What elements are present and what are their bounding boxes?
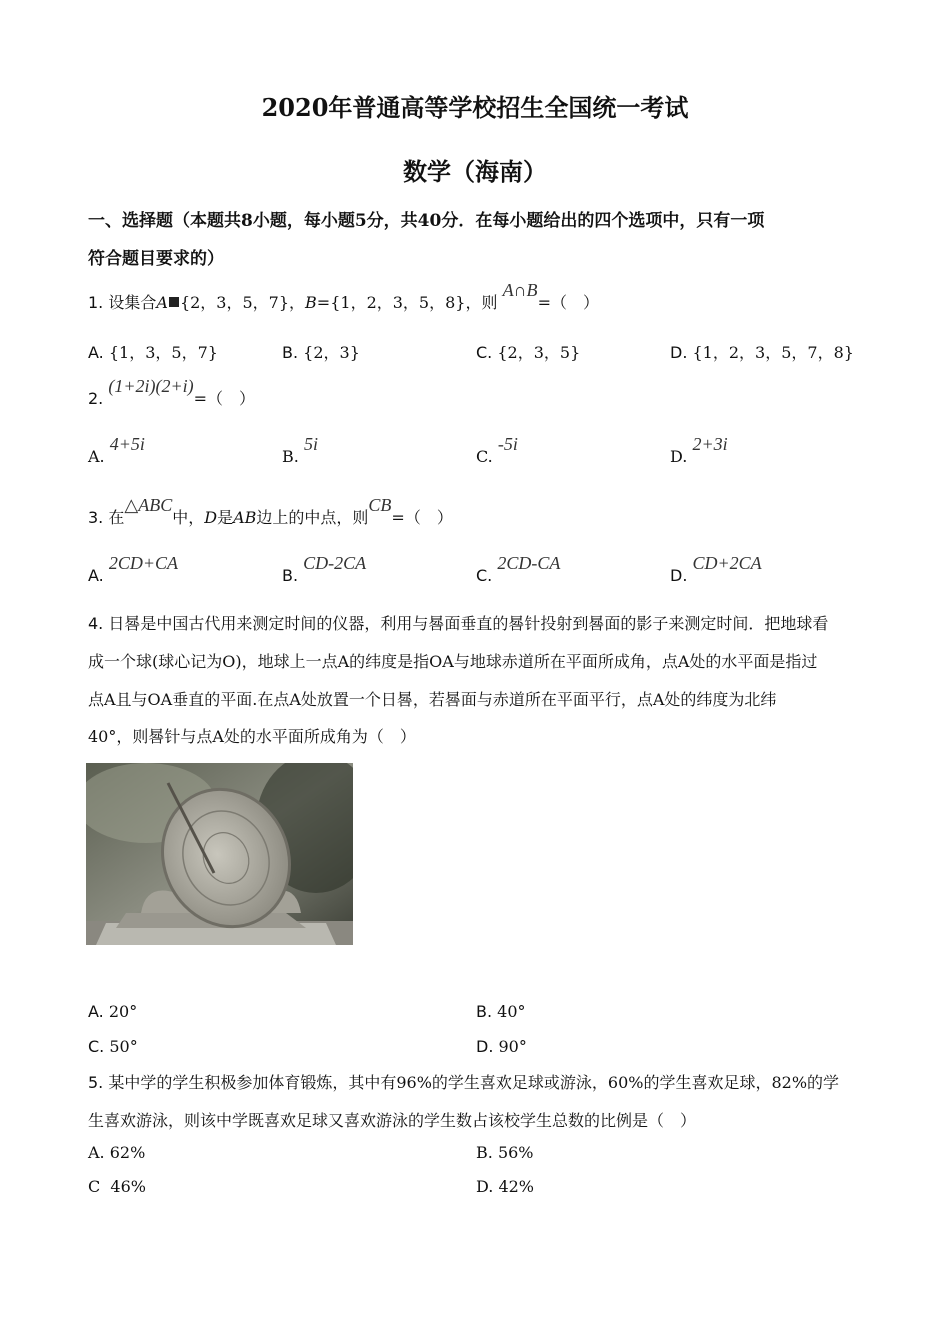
q3-option-b[interactable]: B. CD-2CA <box>282 553 367 585</box>
q3-option-c[interactable]: C. 2CD-CA <box>476 553 561 585</box>
question-4-line1: 4. 日晷是中国古代用来测定时间的仪器，利用与晷面垂直的晷针投射到晷面的影子来测定时间．把地球看 <box>88 614 829 633</box>
q4-option-c[interactable]: C. 50° <box>88 1037 138 1056</box>
question-tail: =（ ） <box>537 293 599 312</box>
exam-subtitle: 数学（海南） <box>403 157 547 186</box>
q5-option-a[interactable]: A. 62% <box>88 1143 146 1162</box>
q2-option-a[interactable]: A. 4+5i <box>88 434 145 466</box>
q3-option-d[interactable]: D. CD+2CA <box>670 553 762 585</box>
q5-option-c[interactable]: C 46% <box>88 1177 146 1196</box>
question-1 <box>88 280 599 313</box>
question-tail: =（ ） <box>193 389 256 408</box>
question-2 <box>88 376 256 409</box>
triangle-expression: △ABC <box>124 495 173 515</box>
q2-option-c[interactable]: C. -5i <box>476 434 518 466</box>
question-number: 3. <box>88 508 104 527</box>
set-a-symbol: A <box>156 293 168 312</box>
question-4-line4: 40°，则晷针与点A处的水平面所成角为（ ） <box>88 727 416 746</box>
vector-cb: CB <box>368 495 392 515</box>
q1-option-d[interactable]: D. {1，2，3，5，7，8} <box>670 343 854 362</box>
q1-option-a[interactable]: A. {1，3，5，7} <box>88 343 218 362</box>
q5-option-b[interactable]: B. 56% <box>476 1143 534 1162</box>
intersection-expression: A∩B <box>502 280 538 300</box>
section-heading-line1: 一、选择题（本题共8小题，每小题5分，共40分．在每小题给出的四个选项中，只有一项 <box>88 211 765 231</box>
q4-option-b[interactable]: B. 40° <box>476 1002 526 1021</box>
question-tail: =（ ） <box>391 508 453 527</box>
q1-option-c[interactable]: C. {2，3，5} <box>476 343 581 362</box>
set-a-value: {2，3，5，7}， <box>179 293 306 312</box>
question-text: 设集合 <box>108 293 157 312</box>
set-b-value: ={1，2，3，5，8}，则 <box>316 293 498 312</box>
question-4-line3: 点A且与OA垂直的平面.在点A处放置一个日晷，若晷面与赤道所在平面平行，点A处的纬度为北纬 <box>88 690 777 709</box>
set-b-symbol: B <box>305 293 317 312</box>
q2-option-d[interactable]: D. 2+3i <box>670 434 728 466</box>
q4-option-d[interactable]: D. 90° <box>476 1037 527 1056</box>
q3-option-a[interactable]: A. 2CD+CA <box>88 553 178 585</box>
question-5-line2: 生喜欢游泳，则该中学既喜欢足球又喜欢游泳的学生数占该校学生总数的比例是（ ） <box>88 1111 697 1130</box>
section-heading-line2: 符合题目要求的） <box>88 249 224 269</box>
exam-title: 2020年普通高等学校招生全国统一考试 <box>261 93 689 122</box>
question-4-line2: 成一个球(球心记为O)，地球上一点A的纬度是指OA与地球赤道所在平面所成角，点A处的水平面是指过 <box>88 652 818 671</box>
question-number: 2. <box>88 389 104 408</box>
question-3: 3. 在△ABC中，D是AB边上的中点，则CB=（ ） <box>88 495 453 527</box>
complex-expression: (1+2i)(2+i) <box>108 376 194 396</box>
q1-option-b[interactable]: B. {2，3} <box>282 343 360 362</box>
question-number: 1. <box>88 293 104 312</box>
q4-option-a[interactable]: A. 20° <box>88 1002 138 1021</box>
sundial-photo <box>86 763 353 945</box>
question-5-line1: 5. 某中学的学生积极参加体育锻炼，其中有96%的学生喜欢足球或游泳，60%的学生喜欢足球，82%的学 <box>88 1073 840 1092</box>
q2-option-b[interactable]: B. 5i <box>282 434 318 466</box>
element-of-icon <box>169 297 179 307</box>
q5-option-d[interactable]: D. 42% <box>476 1177 534 1196</box>
